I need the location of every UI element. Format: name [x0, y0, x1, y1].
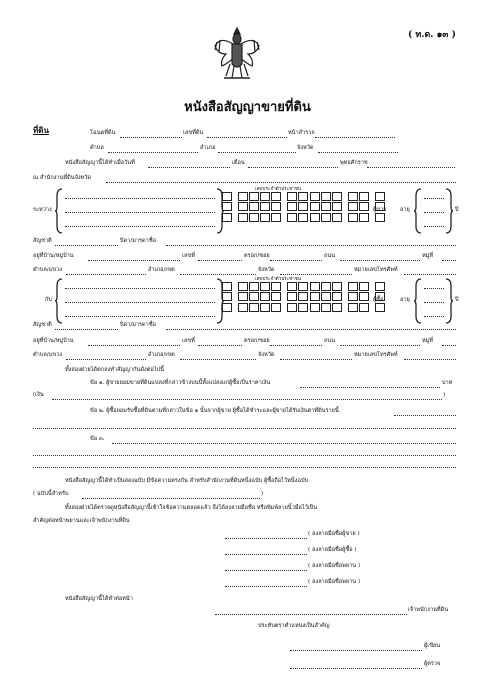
label-phone: หมายเลขโทรศัพท์ [354, 352, 398, 358]
buyer-lane-field[interactable] [270, 345, 322, 346]
clause-1: ข้อ ๑. ผู้ขายยอมขายที่ดินแปลงที่กล่าวข้างบนนี้ทั้งแปลงแก่ผู้ซื้อเป็นราคาเงิน [90, 380, 271, 386]
id-digit-box[interactable] [359, 213, 369, 222]
label-village: อยู่ที่บ้าน/หมู่บ้าน [33, 338, 74, 344]
id-digit-box[interactable] [310, 303, 320, 312]
id-digit-box[interactable] [238, 292, 248, 301]
id-digit-box[interactable] [321, 282, 331, 291]
id-digit-box[interactable] [271, 282, 281, 291]
garuda-emblem-icon [212, 24, 262, 82]
label-deed: โฉนดที่ดิน [90, 130, 116, 136]
buyer-phone-field[interactable] [404, 359, 456, 360]
label-road: ถนน [324, 338, 336, 344]
id-digit-box[interactable] [359, 303, 369, 312]
id-digit-box[interactable] [238, 213, 248, 222]
id-digit-box[interactable] [332, 292, 342, 301]
label-road: ถนน [324, 253, 336, 259]
seal-text: ประทับตราตำแหน่งเป็นสำคัญ [258, 623, 330, 629]
buyer-house-no-field[interactable] [198, 345, 242, 346]
officer-label: เจ้าพนักงานที่ดิน [408, 607, 449, 613]
label-province-2: จังหวัด [258, 352, 275, 358]
buyer-parent-field[interactable] [166, 329, 456, 330]
id-digit-box[interactable] [375, 213, 385, 222]
label-with: กับ [45, 297, 52, 303]
id-digit-box[interactable] [287, 192, 297, 201]
id-digit-box[interactable] [260, 192, 270, 201]
id-digit-box[interactable] [222, 192, 232, 201]
id-digit-box[interactable] [222, 213, 232, 222]
label-subdistrict: ตำบล [90, 145, 104, 151]
id-digit-box[interactable] [271, 213, 281, 222]
id-digit-box[interactable] [298, 292, 308, 301]
label-house-no: เลขที่ [182, 253, 195, 259]
id-separator [283, 303, 286, 312]
id-digit-box[interactable] [321, 303, 331, 312]
id-digit-box[interactable] [321, 192, 331, 201]
label-baht: บาท [442, 380, 453, 386]
label-seller: ผู้ขาย [373, 207, 387, 213]
label-survey-page: หน้าสำรวจ [288, 130, 315, 136]
id-label-seller: เลขประจำตัวประชาชน [255, 187, 302, 192]
label-year: พุทธศักราช [340, 160, 368, 166]
id-digit-box[interactable] [310, 282, 320, 291]
seller-name-line-3[interactable] [65, 226, 215, 227]
id-digit-box[interactable] [321, 292, 331, 301]
id-separator [370, 282, 373, 291]
seller-house-no-field[interactable] [198, 260, 242, 261]
id-digit-box[interactable] [375, 192, 385, 201]
deed-field[interactable] [120, 137, 182, 138]
label-lane: ตรอก/ซอย [244, 338, 270, 344]
id-digit-box[interactable] [310, 213, 320, 222]
id-digit-box[interactable] [321, 213, 331, 222]
label-years: ปี [455, 297, 459, 303]
copy-for-field[interactable] [82, 498, 260, 499]
seller-subdistrict-field[interactable] [66, 274, 146, 275]
id-separator [370, 303, 373, 312]
id-digit-box[interactable] [260, 292, 270, 301]
signature-seller-label: ( ลงลายมือชื่อผู้ขาย ) [308, 531, 360, 537]
id-digit-box[interactable] [332, 202, 342, 211]
label-parcel-no: เลขที่ดิน [183, 130, 204, 136]
label-province-2: จังหวัด [258, 267, 275, 273]
clause-3-line-2[interactable] [33, 455, 456, 456]
signature-buyer-label: ( ลงลายมือชื่อผู้ซื้อ ) [308, 547, 357, 553]
id-digit-box[interactable] [260, 282, 270, 291]
buyer-name-line-2[interactable] [65, 302, 215, 303]
date-month-field[interactable] [248, 167, 338, 168]
id-digit-box[interactable] [348, 192, 358, 201]
label-money-words: (เงิน [33, 392, 44, 398]
label-parent: บิดา/มารดาชื่อ [120, 238, 156, 244]
id-digit-box[interactable] [260, 213, 270, 222]
id-digit-box[interactable] [359, 282, 369, 291]
label-buyer: ผู้ซื้อ [373, 297, 384, 303]
id-digit-box[interactable] [271, 192, 281, 201]
buyer-subdistrict-field[interactable] [66, 359, 146, 360]
id-digit-box[interactable] [359, 192, 369, 201]
seller-name-line-2[interactable] [65, 212, 215, 213]
id-digit-box[interactable] [348, 303, 358, 312]
id-digit-box[interactable] [287, 282, 297, 291]
id-separator [283, 202, 286, 211]
id-digit-box[interactable] [298, 282, 308, 291]
price-words-field[interactable] [52, 399, 442, 400]
clause-3-line-1[interactable] [112, 443, 456, 444]
agree-text: ทั้งสองฝ่ายได้ตกลงทำสัญญากันดังต่อไปนี้ [65, 367, 164, 373]
id-separator [283, 282, 286, 291]
id-digit-box[interactable] [238, 303, 248, 312]
id-separator [233, 202, 236, 211]
id-separator [344, 292, 347, 301]
left-brace-icon [55, 188, 63, 234]
seller-age-1[interactable] [424, 198, 444, 199]
id-digit-box[interactable] [287, 303, 297, 312]
buyer-name-line-3[interactable] [65, 316, 215, 317]
checker-label: ผู้ตรวจ [424, 661, 441, 667]
land-subdistrict-field[interactable] [108, 152, 198, 153]
buyer-nationality-field[interactable] [55, 329, 118, 330]
id-digit-box[interactable] [238, 192, 248, 201]
id-digit-box[interactable] [348, 292, 358, 301]
label-subdistrict-2: ตำบล/แขวง [33, 352, 62, 358]
id-digit-box[interactable] [222, 292, 232, 301]
label-phone: หมายเลขโทรศัพท์ [354, 267, 398, 273]
copy-note: ( ฉบับนี้สำหรับ [33, 491, 69, 497]
label-years: ปี [455, 207, 459, 213]
parcel-no-field[interactable] [207, 137, 287, 138]
id-digit-box[interactable] [271, 202, 281, 211]
id-digit-box[interactable] [249, 282, 259, 291]
id-digit-box[interactable] [249, 192, 259, 201]
id-digit-box[interactable] [260, 303, 270, 312]
id-digit-box[interactable] [359, 202, 369, 211]
id-digit-box[interactable] [287, 202, 297, 211]
id-digit-box[interactable] [332, 213, 342, 222]
id-digit-box[interactable] [348, 213, 358, 222]
id-digit-box[interactable] [298, 303, 308, 312]
label-lane: ตรอก/ซอย [244, 253, 270, 259]
label-age: อายุ [400, 297, 410, 303]
id-separator [233, 282, 236, 291]
seller-age-3[interactable] [424, 226, 444, 227]
signature-witness-2-label: ( ลงลายมือชื่อพยาน ) [308, 579, 361, 585]
id-digit-box[interactable] [375, 282, 385, 291]
id-digit-box[interactable] [287, 292, 297, 301]
age-right-brace-icon [445, 188, 453, 234]
id-separator [344, 192, 347, 201]
id-separator [344, 303, 347, 312]
id-digit-box[interactable] [249, 202, 259, 211]
paren-close: ) [261, 491, 264, 497]
id-separator [283, 292, 286, 301]
id-digit-box[interactable] [238, 282, 248, 291]
id-label-buyer: เลขประจำตัวประชาชน [255, 277, 302, 282]
section-land: ที่ดิน [33, 125, 49, 135]
id-digit-box[interactable] [222, 303, 232, 312]
writer-signature-line[interactable] [290, 650, 422, 651]
id-digit-box[interactable] [310, 202, 320, 211]
id-digit-box[interactable] [321, 202, 331, 211]
signature-witness-1-label: ( ลงลายมือชื่อพยาน ) [308, 563, 361, 569]
id-digit-box[interactable] [271, 292, 281, 301]
id-digit-box[interactable] [222, 282, 232, 291]
clause-2-line-2[interactable] [33, 428, 456, 429]
id-digit-box[interactable] [249, 303, 259, 312]
id-digit-box[interactable] [249, 292, 259, 301]
label-age: อายุ [400, 207, 410, 213]
id-separator [370, 213, 373, 222]
label-moo: หมู่ที่ [422, 253, 434, 259]
page-title: หนังสือสัญญาขายที่ดิน [184, 100, 311, 115]
signature-seller-line[interactable] [225, 538, 307, 539]
id-digit-box[interactable] [332, 303, 342, 312]
seller-nationality-field[interactable] [55, 245, 118, 246]
checker-signature-line[interactable] [290, 668, 422, 669]
id-digit-box[interactable] [332, 282, 342, 291]
signature-witness-1-line[interactable] [225, 570, 307, 571]
survey-page-field[interactable] [315, 137, 395, 138]
id-separator [233, 192, 236, 201]
writer-label: ผู้เขียน [424, 643, 441, 649]
office-field[interactable] [106, 182, 456, 183]
seller-name-line-1[interactable] [65, 198, 215, 199]
buyer-age-1[interactable] [424, 288, 444, 289]
label-nationality: สัญชาติ [33, 322, 52, 328]
id-digit-box[interactable] [310, 292, 320, 301]
land-province-field[interactable] [318, 152, 398, 153]
date-day-field[interactable] [148, 167, 230, 168]
label-district: อำเภอ [200, 145, 216, 151]
seller-age-2[interactable] [424, 212, 444, 213]
label-subdistrict-2: ตำบล/แขวง [33, 267, 62, 273]
buyer-district-field[interactable] [180, 359, 256, 360]
buyer-moo-field[interactable] [442, 345, 456, 346]
clause-2: ข้อ ๒. ผู้ซื้อยอมรับซื้อที่ดินตามที่กล่าวในข้อ ๑ นั้นจากผู้ขาย ผู้ซื้อได้ชำระและผู้ขายได้รับเงินค่าที่ดินรายนี้ [90, 408, 339, 414]
left-brace-icon [55, 278, 63, 324]
label-parent: บิดา/มารดาชื่อ [120, 322, 156, 328]
seller-province-field[interactable] [280, 274, 352, 275]
signature-buyer-line[interactable] [225, 554, 307, 555]
signature-witness-2-line[interactable] [225, 586, 307, 587]
id-separator [344, 282, 347, 291]
clause-3: ข้อ ๓. [90, 436, 105, 442]
label-province: จังหวัด [297, 145, 314, 151]
label-nationality: สัญชาติ [33, 238, 52, 244]
id-separator [283, 213, 286, 222]
made-before-text: หนังสือสัญญานี้ได้ทำต่อหน้า [65, 596, 133, 602]
form-code: ( ท.ด. ๑๓ ) [408, 30, 456, 40]
id-digit-box[interactable] [298, 213, 308, 222]
buyer-province-field[interactable] [280, 359, 352, 360]
id-digit-box[interactable] [310, 192, 320, 201]
id-separator [370, 192, 373, 201]
read-line-2: สำคัญต่อหน้าพยานและเจ้าพนักงานที่ดิน [33, 518, 130, 524]
seller-road-field[interactable] [340, 260, 420, 261]
date-year-field[interactable] [367, 167, 455, 168]
id-digit-box[interactable] [359, 292, 369, 301]
label-village: อยู่ที่บ้าน/หมู่บ้าน [33, 253, 74, 259]
seller-district-field[interactable] [180, 274, 256, 275]
id-separator [283, 192, 286, 201]
id-digit-box[interactable] [238, 202, 248, 211]
id-digit-box[interactable] [375, 303, 385, 312]
buyer-age-3[interactable] [424, 316, 444, 317]
seller-parent-field[interactable] [166, 245, 456, 246]
label-between: ระหว่าง [33, 207, 52, 213]
label-district-2: อำเภอ/เขต [148, 352, 175, 358]
id-digit-box[interactable] [222, 202, 232, 211]
buyer-village-field[interactable] [88, 345, 180, 346]
seller-id-boxes[interactable] [222, 192, 385, 222]
paren-close: ) [443, 392, 446, 398]
label-moo: หมู่ที่ [422, 338, 434, 344]
buyer-road-field[interactable] [340, 345, 420, 346]
id-separator [233, 303, 236, 312]
clause-2-field[interactable] [394, 415, 456, 416]
land-district-field[interactable] [218, 152, 296, 153]
id-separator [233, 213, 236, 222]
id-digit-box[interactable] [260, 202, 270, 211]
label-office: ณ สำนักงานที่ดินจังหวัด [33, 175, 92, 181]
buyer-name-line-1[interactable] [65, 288, 215, 289]
age-left-brace-icon [414, 188, 422, 234]
id-digit-box[interactable] [271, 303, 281, 312]
id-digit-box[interactable] [348, 282, 358, 291]
seller-moo-field[interactable] [442, 260, 456, 261]
label-district-2: อำเภอ/เขต [148, 267, 175, 273]
id-digit-box[interactable] [332, 192, 342, 201]
officer-signature-line[interactable] [215, 614, 407, 615]
id-digit-box[interactable] [249, 213, 259, 222]
id-separator [233, 292, 236, 301]
label-made-on: หนังสือสัญญานี้ได้ทำเมื่อวันที่ [65, 160, 135, 166]
age-right-brace-icon [445, 278, 453, 324]
id-digit-box[interactable] [287, 213, 297, 222]
label-month: เดือน [232, 160, 245, 166]
id-separator [344, 202, 347, 211]
read-line-1: ทั้งสองฝ่ายได้ตรวจดูหนังสือสัญญานี้เข้าใจข้อความตลอดแล้ว จึงได้ลงลายมือชื่อ หรือพิมพ์ลายนิ้วมือไว้เป็น [65, 505, 318, 511]
price-field[interactable] [300, 387, 440, 388]
id-digit-box[interactable] [348, 202, 358, 211]
seller-phone-field[interactable] [404, 274, 456, 275]
buyer-age-2[interactable] [424, 302, 444, 303]
label-house-no: เลขที่ [182, 338, 195, 344]
id-digit-box[interactable] [298, 192, 308, 201]
id-digit-box[interactable] [298, 202, 308, 211]
clause-3-line-3[interactable] [33, 467, 456, 468]
age-left-brace-icon [414, 278, 422, 324]
seller-lane-field[interactable] [270, 260, 322, 261]
id-separator [344, 213, 347, 222]
buyer-id-boxes[interactable] [222, 282, 385, 312]
copies-text: หนังสือสัญญานี้ได้ทำเป็นสองฉบับ มีข้อความตรงกัน สำหรับสำนักงานที่ดินหนึ่งฉบับ ผู้ซื้อถือไว้หนึ่งฉบับ [65, 478, 309, 484]
seller-village-field[interactable] [88, 260, 180, 261]
